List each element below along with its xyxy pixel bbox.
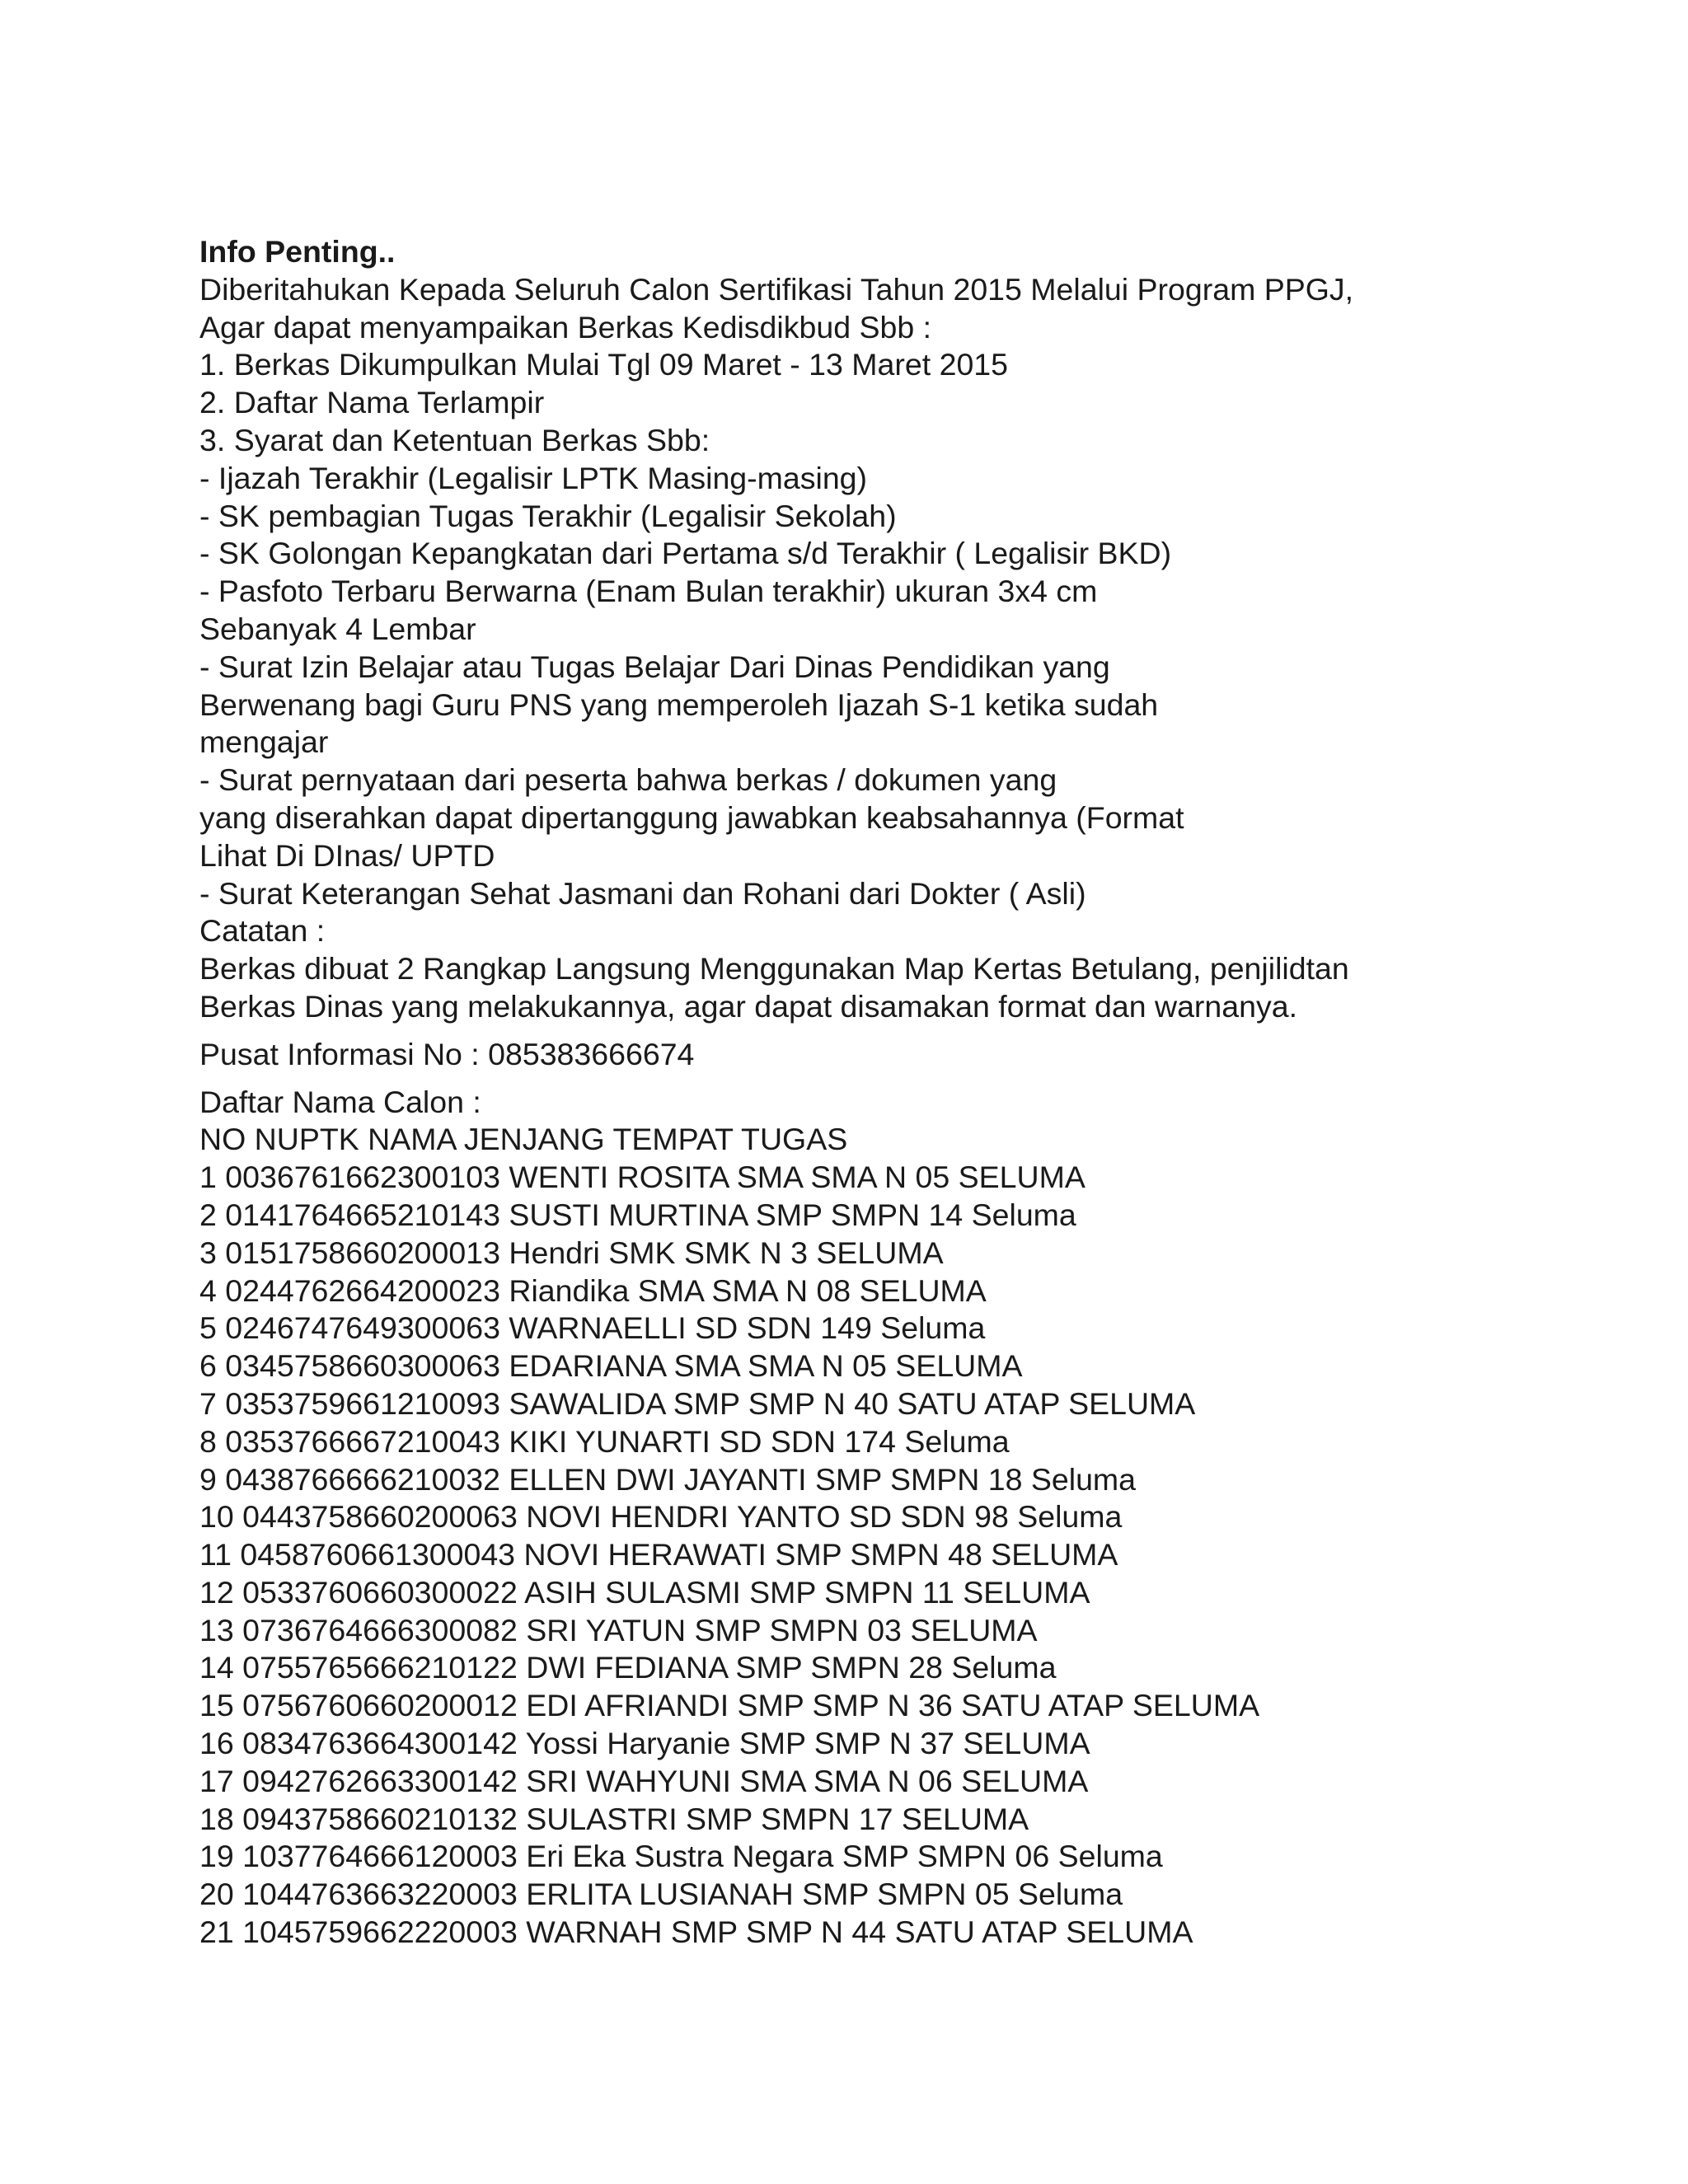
intro-line: - Surat pernyataan dari peserta bahwa berkas / dokumen yang xyxy=(199,762,1057,798)
list-item: 20 1044763663220003 ERLITA LUSIANAH SMP SMPN 05 Seluma xyxy=(199,1877,1123,1912)
intro-line: - Ijazah Terakhir (Legalisir LPTK Masing-masing) xyxy=(199,460,868,495)
intro-line: - Surat Keterangan Sehat Jasmani dan Rohani dari Dokter ( Asli) xyxy=(199,875,1086,911)
list-item: 12 0533760660300022 ASIH SULASMI SMP SMPN 11 SELUMA xyxy=(199,1574,1090,1610)
intro-line: Sebanyak 4 Lembar xyxy=(199,611,476,646)
intro-line: 1. Berkas Dikumpulkan Mulai Tgl 09 Maret - 13 Maret 2015 xyxy=(199,347,1009,382)
list-item: 6 0345758660300063 EDARIANA SMA SMA N 05 SELUMA xyxy=(199,1348,1023,1384)
intro-line: - Pasfoto Terbaru Berwarna (Enam Bulan terakhir) ukuran 3x4 cm xyxy=(199,574,1098,609)
list-item: 11 0458760661300043 NOVI HERAWATI SMP SMPN 48 SELUMA xyxy=(199,1537,1118,1572)
list-item: 7 0353759661210093 SAWALIDA SMP SMP N 40 SATU ATAP SELUMA xyxy=(199,1385,1196,1421)
list-item: 5 0246747649300063 WARNAELLI SD SDN 149 Seluma xyxy=(199,1310,986,1346)
list-item: 18 0943758660210132 SULASTRI SMP SMPN 17 SELUMA xyxy=(199,1801,1029,1836)
candidate-list xyxy=(199,1159,1667,1952)
list-item: 4 0244762664200023 Riandika SMA SMA N 08 SELUMA xyxy=(199,1272,987,1308)
intro-line: yang diserahkan dapat dipertanggung jawabkan keabsahannya (Format xyxy=(199,799,1184,835)
intro-line: Diberitahukan Kepada Seluruh Calon Sertifikasi Tahun 2015 Melalui Program PPGJ, xyxy=(199,271,1354,307)
list-item: 15 0756760660200012 EDI AFRIANDI SMP SMP N 36 SATU ATAP SELUMA xyxy=(199,1688,1260,1723)
intro-line: 2. Daftar Nama Terlampir xyxy=(199,385,545,420)
info-contact-line: Pusat Informasi No : 085383666674 xyxy=(199,1036,695,1071)
list-item: 2 0141764665210143 SUSTI MURTINA SMP SMPN 14 Seluma xyxy=(199,1197,1076,1232)
list-header: NO NUPTK NAMA JENJANG TEMPAT TUGAS xyxy=(199,1122,848,1157)
intro-line: - Surat Izin Belajar atau Tugas Belajar Dari Dinas Pendidikan yang xyxy=(199,649,1110,684)
list-item: 3 0151758660200013 Hendri SMK SMK N 3 SELUMA xyxy=(199,1235,944,1270)
intro-line: Berkas Dinas yang melakukannya, agar dapat disamakan format dan warnanya. xyxy=(199,988,1298,1024)
intro-line: - SK pembagian Tugas Terakhir (Legalisir Sekolah) xyxy=(199,498,897,533)
intro-line: 3. Syarat dan Ketentuan Berkas Sbb: xyxy=(199,422,710,457)
list-item: 16 0834763664300142 Yossi Haryanie SMP SMP N 37 SELUMA xyxy=(199,1726,1090,1761)
list-item: 1 0036761662300103 WENTI ROSITA SMA SMA N 05 SELUMA xyxy=(199,1160,1085,1195)
intro-line: Catatan : xyxy=(199,913,326,949)
list-item: 9 0438766666210032 ELLEN DWI JAYANTI SMP SMPN 18 Seluma xyxy=(199,1461,1137,1497)
list-item: 17 0942762663300142 SRI WAHYUNI SMA SMA N 06 SELUMA xyxy=(199,1763,1089,1798)
list-item: 13 0736764666300082 SRI YATUN SMP SMPN 03 SELUMA xyxy=(199,1612,1038,1647)
list-item: 10 0443758660200063 NOVI HENDRI YANTO SD SDN 98 Seluma xyxy=(199,1499,1123,1535)
document-title: Info Penting.. xyxy=(199,234,396,269)
document-body xyxy=(199,233,1667,1952)
list-item: 8 0353766667210043 KIKI YUNARTI SD SDN 174 Seluma xyxy=(199,1423,1010,1459)
intro-line: Agar dapat menyampaikan Berkas Kedisdikbud Sbb : xyxy=(199,309,932,344)
list-item: 14 0755765666210122 DWI FEDIANA SMP SMPN 28 Seluma xyxy=(199,1650,1057,1685)
list-item: 21 1045759662220003 WARNAH SMP SMP N 44 SATU ATAP SELUMA xyxy=(199,1915,1193,1950)
announcement-text xyxy=(199,271,1667,1026)
intro-line: Berkas dibuat 2 Rangkap Langsung Menggunakan Map Kertas Betulang, penjilidtan xyxy=(199,951,1349,987)
list-item: 19 1037764666120003 Eri Eka Sustra Negara SMP SMPN 06 Seluma xyxy=(199,1839,1163,1874)
intro-line: Lihat Di DInas/ UPTD xyxy=(199,837,495,873)
intro-line: mengajar xyxy=(199,724,329,760)
intro-line: Berwenang bagi Guru PNS yang memperoleh Ijazah S-1 ketika sudah xyxy=(199,687,1159,722)
list-heading: Daftar Nama Calon : xyxy=(199,1084,481,1119)
intro-line: - SK Golongan Kepangkatan dari Pertama s/d Terakhir ( Legalisir BKD) xyxy=(199,536,1172,571)
